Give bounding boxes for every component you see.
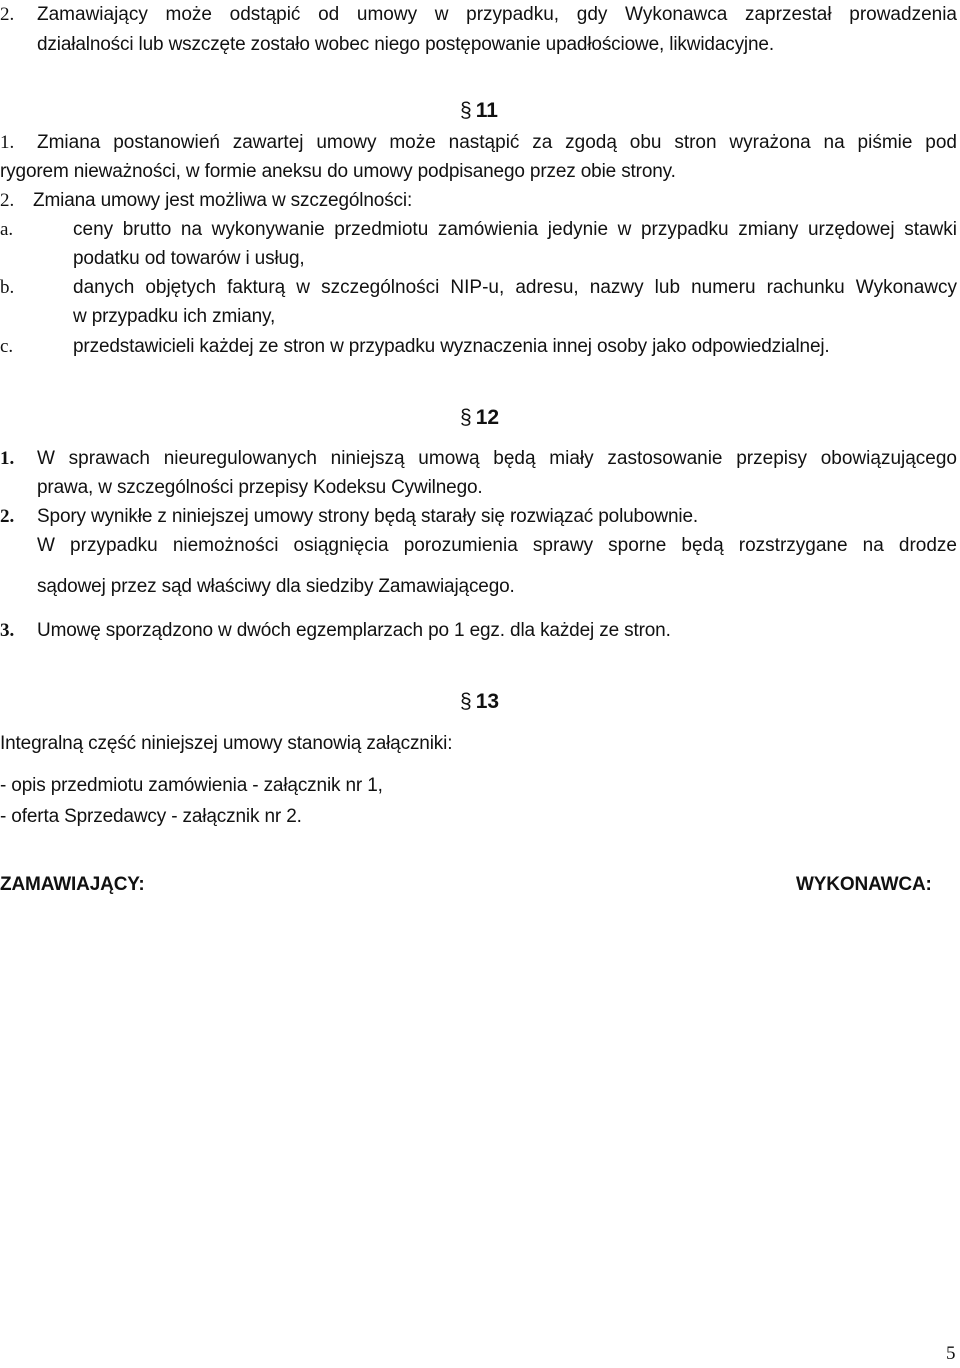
section-number: 13 <box>475 690 500 713</box>
section-number: 11 <box>475 99 498 122</box>
paragraph-line: Umowę sporządzono w dwóch egzemplarzach po 1 egz. dla każdej ze stron. <box>37 620 671 641</box>
paragraph-line: rygorem nieważności, w formie aneksu do umowy podpisanego przez obie strony. <box>0 161 676 182</box>
subitem-letter: c. <box>0 336 14 357</box>
section-heading-11 <box>460 96 498 125</box>
item-number: 1. <box>0 448 15 469</box>
attachment-item: - oferta Sprzedawcy - załącznik nr 2. <box>0 806 302 827</box>
section-number: 12 <box>475 406 500 429</box>
section-symbol: § <box>460 690 472 713</box>
paragraph-line: Zamawiający może odstąpić od umowy w przypadku, gdy Wykonawca zaprzestał prowadzenia <box>37 4 957 25</box>
paragraph-line: Zmiana postanowień zawartej umowy może nastąpić za zgodą obu stron wyrażona na piśmie pod <box>37 132 957 153</box>
paragraph-line: danych objętych fakturą w szczególności NIP-u, adresu, nazwy lub numeru rachunku Wykonawcy <box>73 277 957 298</box>
page-number: 5 <box>946 1343 956 1364</box>
paragraph-line: Spory wynikłe z niniejszej umowy strony będą starały się rozwiązać polubownie. <box>37 506 698 527</box>
attachments-intro: Integralną część niniejszej umowy stanowią załączniki: <box>0 733 453 754</box>
paragraph-line: prawa, w szczególności przepisy Kodeksu Cywilnego. <box>37 477 483 498</box>
subitem-letter: b. <box>0 277 15 298</box>
paragraph-line: przedstawicieli każdej ze stron w przypadku wyznaczenia innej osoby jako odpowiedzialnej. <box>73 336 830 357</box>
item-number: 2. <box>0 506 15 527</box>
section-heading-12 <box>460 403 499 432</box>
paragraph-line: W sprawach nieuregulowanych niniejszą umową będą miały zastosowanie przepisy obowiązującego <box>37 448 957 469</box>
paragraph-line: W przypadku niemożności osiągnięcia porozumienia sprawy sporne będą rozstrzygane na drodze <box>37 535 957 556</box>
paragraph-line: ceny brutto na wykonywanie przedmiotu zamówienia jedynie w przypadku zmiany urzędowej stawki <box>73 219 957 240</box>
attachment-item: - opis przedmiotu zamówienia - załącznik nr 1, <box>0 775 383 796</box>
item-number: 2. <box>0 190 15 211</box>
paragraph-line: sądowej przez sąd właściwy dla siedziby Zamawiającego. <box>37 576 515 597</box>
item-number: 2. <box>0 4 15 25</box>
subitem-letter: a. <box>0 219 14 240</box>
paragraph-line: Zmiana umowy jest możliwa w szczególności: <box>33 190 413 211</box>
signature-label-right: WYKONAWCA: <box>796 874 932 895</box>
section-symbol: § <box>460 99 472 122</box>
section-symbol: § <box>460 406 472 429</box>
paragraph-line: podatku od towarów i usług, <box>73 248 305 269</box>
signature-label-left: ZAMAWIAJĄCY: <box>0 874 145 895</box>
item-number: 1. <box>0 132 15 153</box>
item-number: 3. <box>0 620 15 641</box>
paragraph-line: w przypadku ich zmiany, <box>73 306 276 327</box>
section-heading-13 <box>460 687 499 716</box>
paragraph-line: działalności lub wszczęte zostało wobec niego postępowanie upadłościowe, likwidacyjne. <box>37 34 774 55</box>
